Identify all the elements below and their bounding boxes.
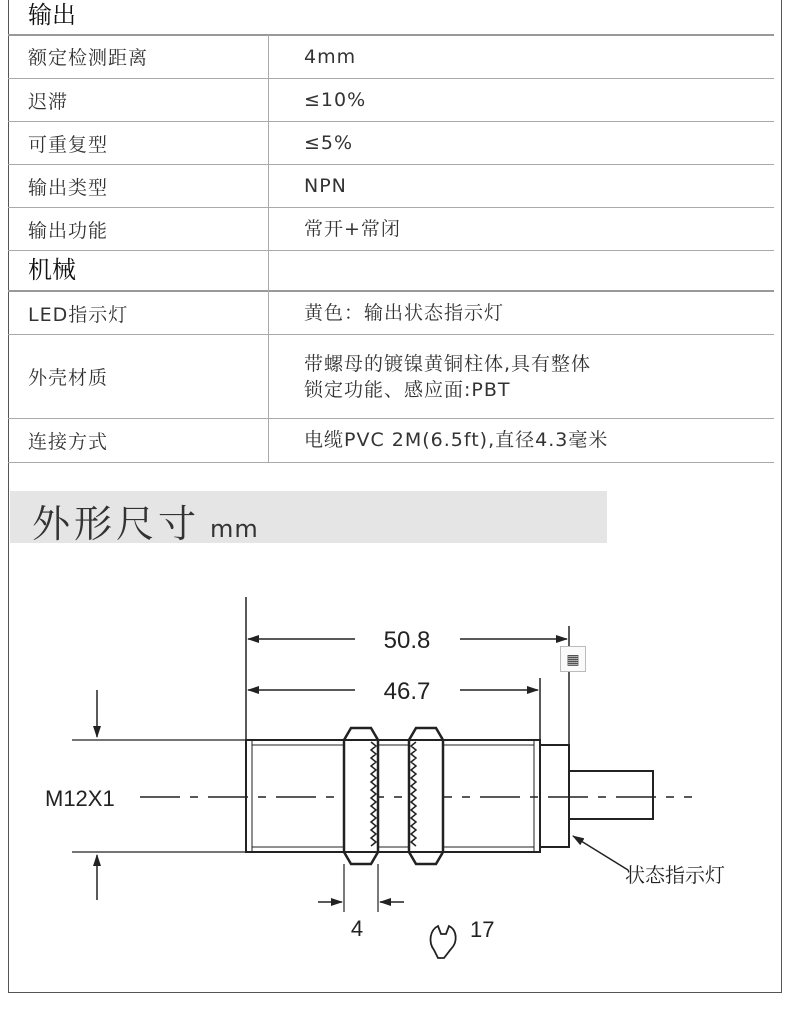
- spec-label: 输出功能: [28, 219, 109, 242]
- spec-value: 黄色：输出状态指示灯: [304, 302, 505, 324]
- spec-label: LED指示灯: [28, 303, 129, 326]
- wrench-size-label: 17: [470, 917, 495, 942]
- spec-value: 4mm: [304, 45, 357, 68]
- section-title-output: 输出: [28, 1, 76, 29]
- spec-label: 外壳材质: [28, 367, 109, 389]
- spec-value-line: 带螺母的镀镍黄铜柱体,具有整体: [304, 352, 592, 375]
- image-icon[interactable]: ▦: [560, 646, 586, 672]
- spec-label: 输出类型: [28, 176, 109, 199]
- spec-value-line: 锁定功能、感应面:PBT: [304, 378, 511, 401]
- dim-overall-length: 50.8: [383, 627, 431, 654]
- spec-value: ≤10%: [304, 89, 367, 111]
- spec-label: 连接方式: [28, 430, 109, 453]
- sensor-body: [246, 740, 540, 852]
- nut-left: [344, 728, 378, 864]
- rear-cap: [540, 745, 569, 847]
- spec-label: 迟滞: [28, 90, 69, 113]
- nut-right: [409, 728, 443, 864]
- spec-value: 常开+常闭: [304, 218, 401, 240]
- thread-spec-label: M12X1: [45, 786, 115, 811]
- spec-label: 额定检测距离: [28, 47, 149, 69]
- spec-value: NPN: [304, 175, 347, 197]
- led-label: 状态指示灯: [625, 865, 725, 887]
- led-leader-arrow: [573, 836, 628, 870]
- dim-thread-length: 46.7: [383, 678, 431, 705]
- dimensions-unit: mm: [210, 515, 259, 543]
- wrench-icon: [431, 926, 456, 958]
- dimensions-title-text: 外形尺寸: [32, 502, 201, 546]
- spec-value: 电缆PVC 2M(6.5ft),直径4.3毫米: [304, 429, 609, 451]
- nut-thickness-label: 4: [350, 916, 364, 941]
- cable: [569, 771, 653, 819]
- spec-label: 可重复型: [28, 133, 109, 156]
- spec-value: ≤5%: [304, 132, 354, 154]
- section-title-mechanical: 机械: [28, 256, 76, 284]
